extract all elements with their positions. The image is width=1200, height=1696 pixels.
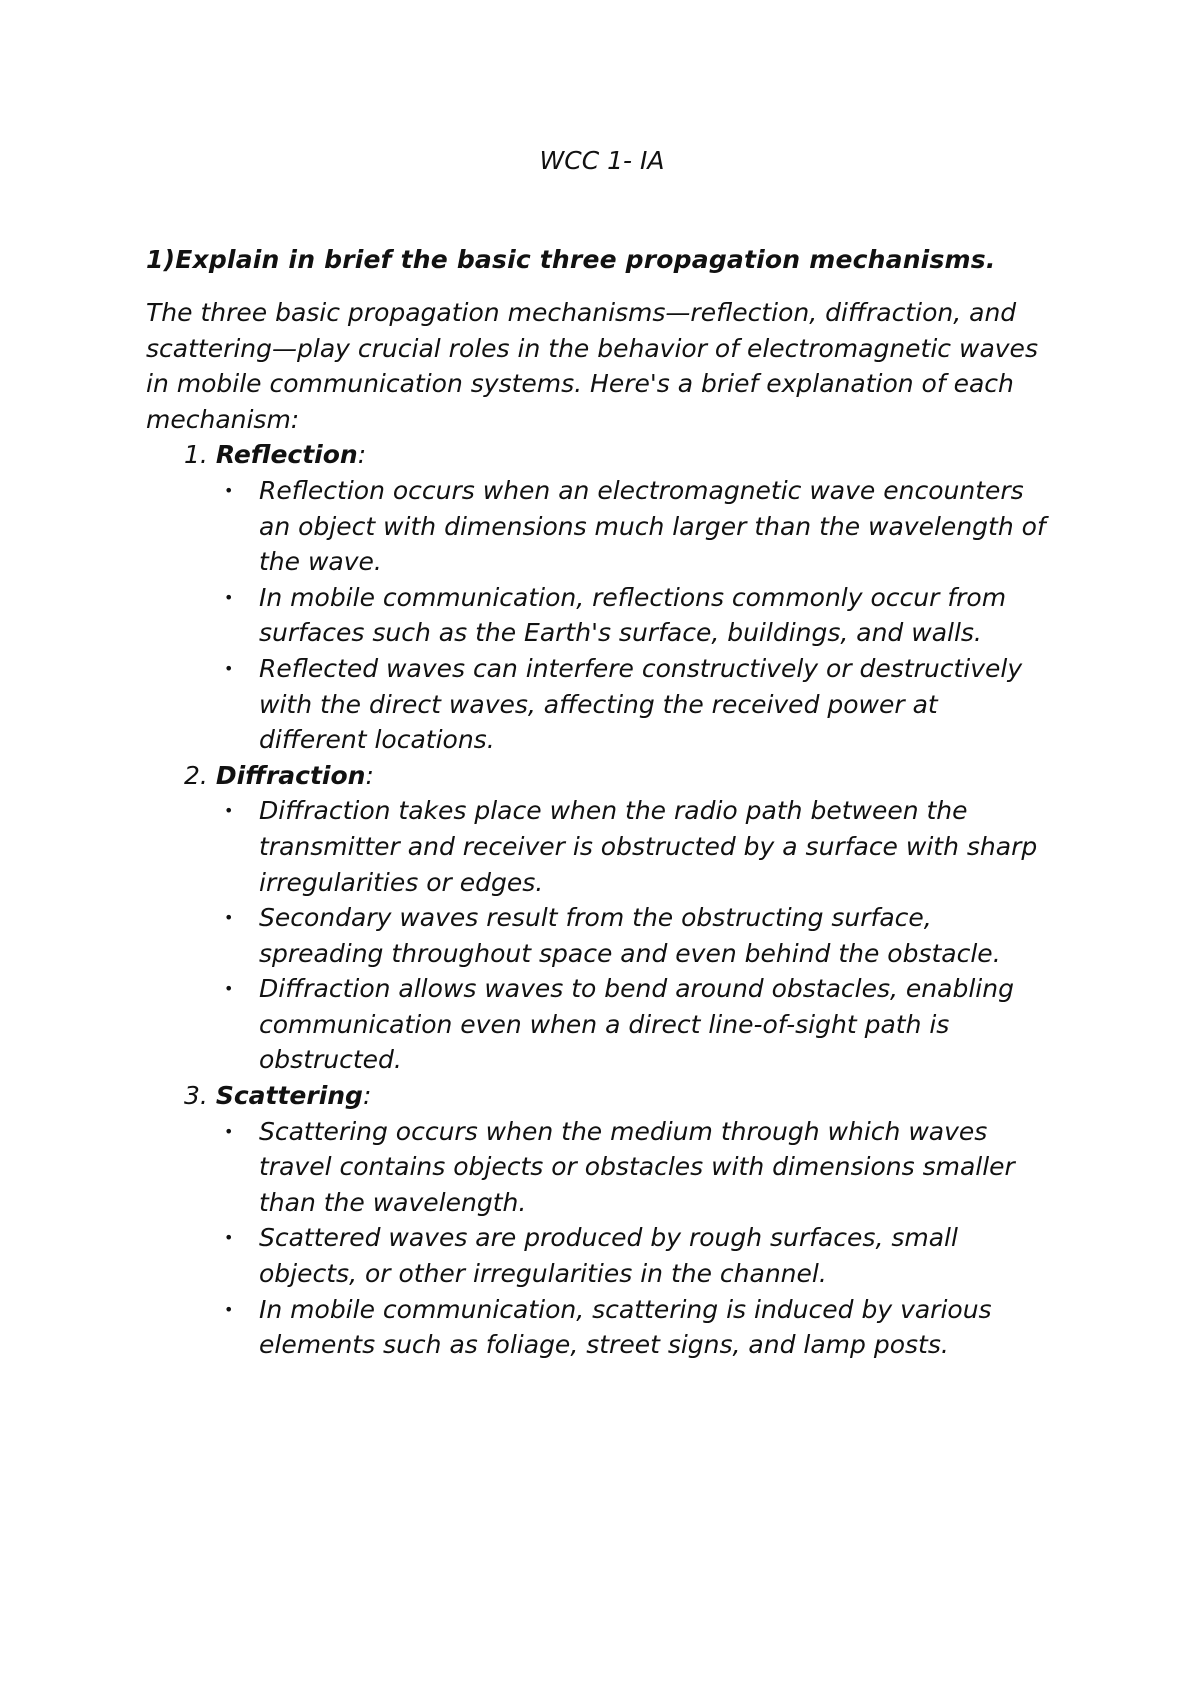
list-item bbox=[224, 473, 1049, 580]
mechanism-list bbox=[146, 437, 1070, 1362]
mechanism-suffix: : bbox=[362, 1081, 372, 1111]
mechanism-name: Scattering bbox=[215, 1081, 363, 1111]
list-item bbox=[224, 1220, 1049, 1291]
point-text: Reflection occurs when an electromagnetic wave encounters an object with dimensions much larger than the wavelength of the wave. bbox=[259, 475, 1046, 577]
bullet-icon: • bbox=[224, 1299, 234, 1319]
mechanism-number: 1. bbox=[184, 440, 208, 470]
mechanism-heading bbox=[184, 758, 1070, 794]
mechanism-points bbox=[184, 1114, 1070, 1363]
mechanism-heading bbox=[184, 437, 1070, 473]
bullet-icon: • bbox=[224, 1228, 234, 1248]
list-item bbox=[224, 1114, 1049, 1221]
bullet-icon: • bbox=[224, 587, 234, 607]
intro-paragraph: The three basic propagation mechanisms—reflection, diffraction, and scattering—play crucial roles in the behavior of electromagnetic waves in mobile communication systems. Here's a brief explanation of each mechanism: bbox=[146, 298, 1038, 434]
mechanism-number: 2. bbox=[184, 760, 208, 790]
list-item bbox=[224, 1292, 1049, 1363]
point-text: Secondary waves result from the obstructing surface, spreading throughout space and even behind the obstacle. bbox=[259, 903, 1001, 968]
mechanism-name: Diffraction bbox=[215, 760, 366, 790]
point-text: Scattering occurs when the medium through which waves travel contains objects or obstacles with dimensions smaller than the wavelength. bbox=[259, 1116, 1015, 1217]
point-text: Reflected waves can interfere constructively or destructively with the direct waves, affecting the received power at different locations. bbox=[259, 653, 1023, 755]
list-item bbox=[224, 793, 1049, 900]
bullet-icon: • bbox=[224, 1121, 234, 1141]
bullet-icon: • bbox=[224, 801, 234, 821]
mechanism-points bbox=[184, 473, 1070, 758]
mechanism-suffix: : bbox=[365, 760, 374, 790]
mechanism-heading bbox=[184, 1078, 1070, 1114]
mechanism-item-scattering bbox=[184, 1078, 1070, 1363]
point-text: In mobile communication, scattering is induced by various elements such as foliage, street signs, and lamp posts. bbox=[259, 1294, 992, 1360]
mechanism-item-diffraction bbox=[184, 758, 1070, 1078]
mechanism-suffix: : bbox=[357, 440, 367, 470]
bullet-icon: • bbox=[224, 658, 234, 678]
list-item bbox=[224, 580, 1049, 651]
mechanism-item-reflection bbox=[184, 437, 1070, 757]
list-item bbox=[224, 971, 1049, 1078]
list-item bbox=[224, 651, 1049, 758]
point-text: Diffraction takes place when the radio path between the transmitter and receiver is obstructed by a surface with sharp irregularities or edges. bbox=[259, 796, 1038, 897]
point-text: Scattered waves are produced by rough surfaces, small objects, or other irregularities in the channel. bbox=[259, 1223, 958, 1289]
bullet-icon: • bbox=[224, 908, 234, 928]
question-heading: 1)Explain in brief the basic three propagation mechanisms. bbox=[146, 245, 996, 274]
bullet-icon: • bbox=[224, 480, 234, 500]
mechanism-name: Reflection bbox=[215, 440, 358, 470]
document-title: WCC 1- IA bbox=[539, 146, 665, 175]
mechanism-number: 3. bbox=[184, 1081, 208, 1111]
bullet-icon: • bbox=[224, 979, 234, 999]
mechanism-points bbox=[184, 793, 1070, 1078]
point-text: In mobile communication, reflections commonly occur from surfaces such as the Earth's surface, buildings, and walls. bbox=[259, 582, 1007, 648]
point-text: Diffraction allows waves to bend around obstacles, enabling communication even when a direct line-of-sight path is obstructed. bbox=[259, 974, 1014, 1075]
list-item bbox=[224, 900, 1049, 971]
